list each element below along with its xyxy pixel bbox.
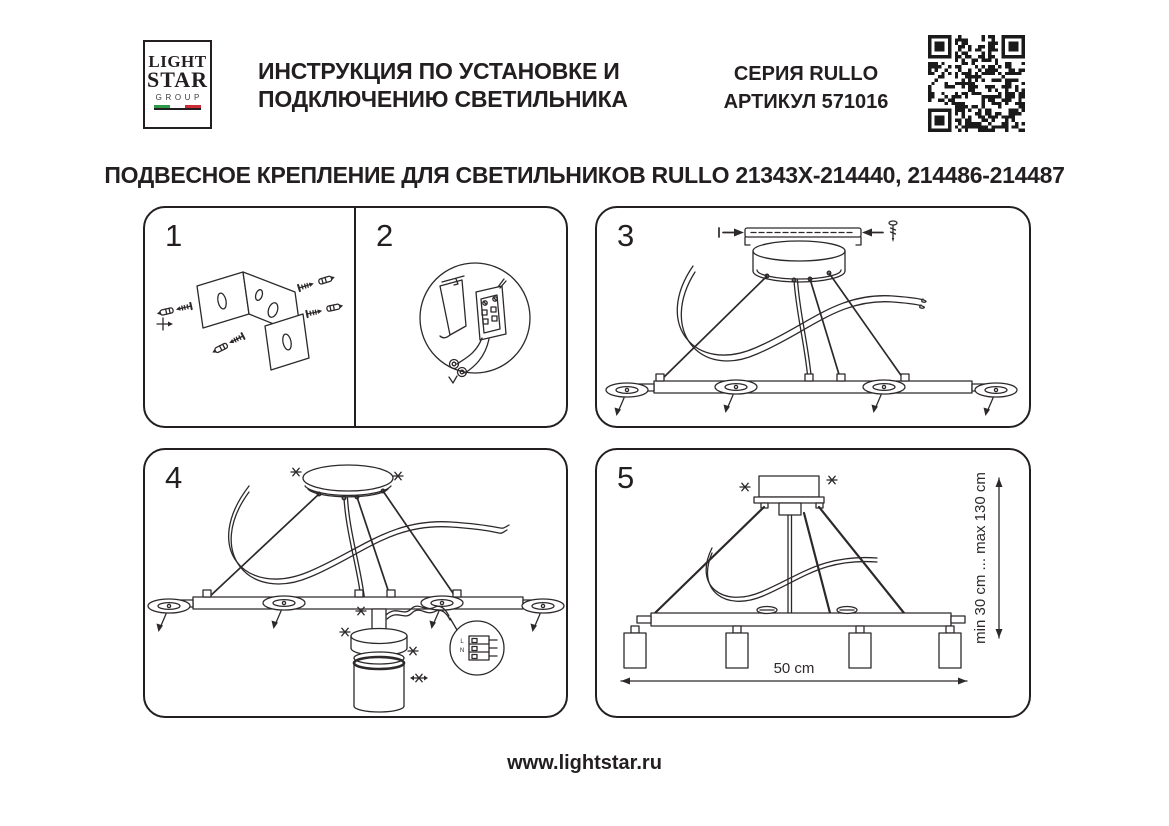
panel-step-1-2 [143,206,568,428]
title-line-2: ПОДКЛЮЧЕНИЮ СВЕТИЛЬНИКА [258,86,628,112]
panel-step-4 [143,448,568,718]
series-article-block [696,60,916,116]
width-dimension-label: 50 cm [773,660,815,677]
panel-number-5: 5 [617,460,635,495]
width-dimension [621,660,967,685]
terminal-label-l: L [460,639,464,645]
canopy-suspension-diagram [597,208,1029,426]
height-dimension [972,472,1003,644]
screwdriver-icon [157,318,173,330]
article-label: АРТИКУЛ 571016 [723,91,889,113]
logo-line-star: STAR [146,67,209,92]
logo-line-light: LIGHT [148,52,207,71]
footer-url: www.lightstar.ru [507,752,662,774]
height-dimension-label: min 30 cm ... max 130 cm [972,472,989,644]
terminal-label-n: N [459,648,465,654]
bracket-and-screws-diagram [145,208,354,426]
qr-code-svg [928,35,1025,132]
panel-step-5 [595,448,1031,718]
qr-code-icon [928,35,1025,132]
page-title [258,57,628,113]
panel-step-3 [595,206,1031,428]
assembled-fixture-dimensions-diagram [597,450,1029,716]
panel-number-2: 2 [376,218,394,253]
series-label: СЕРИЯ RULLO [733,63,879,85]
panel-number-1: 1 [165,218,183,253]
italian-flag-stripe-icon [154,105,201,110]
logo-line-group: GROUP [155,92,203,102]
title-line-1: ИНСТРУКЦИЯ ПО УСТАНОВКЕ И [258,58,620,84]
panel-number-3: 3 [617,218,635,253]
wire-connection-detail-diagram [354,208,566,426]
shade-mounting-diagram [145,450,566,716]
lightstar-logo [143,40,212,129]
panel-number-4: 4 [165,460,183,495]
subtitle: ПОДВЕСНОЕ КРЕПЛЕНИЕ ДЛЯ СВЕТИЛЬНИКОВ RULLO 21343X-214440, 214486-214487 [104,162,1065,188]
